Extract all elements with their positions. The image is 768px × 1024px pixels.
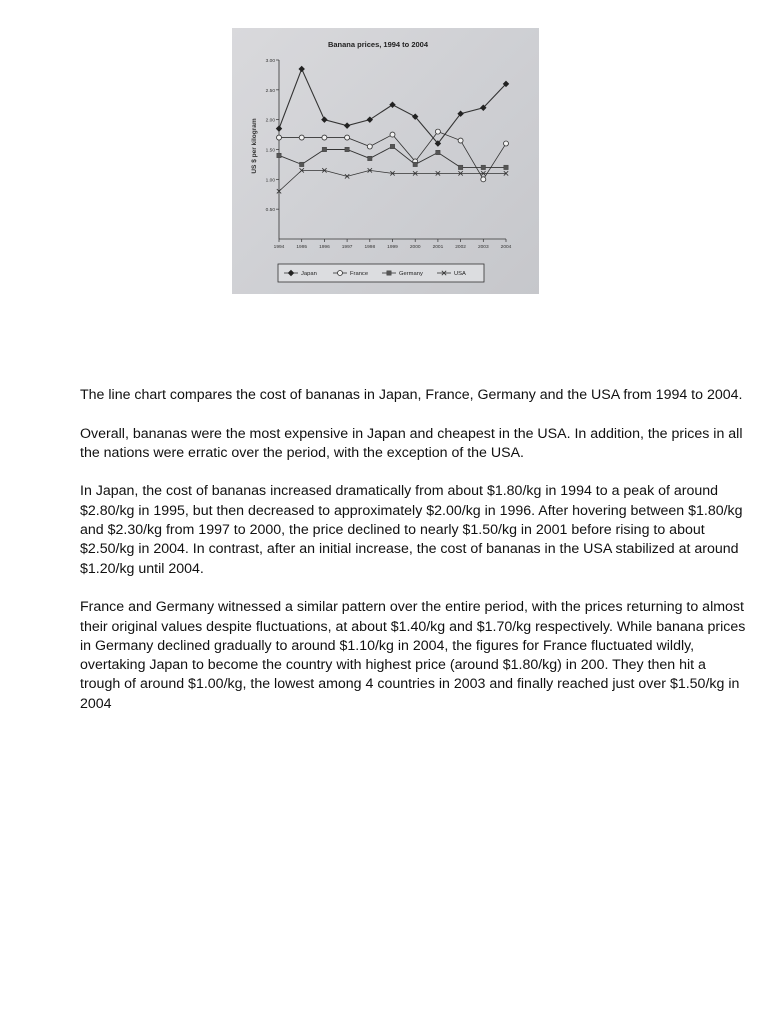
data-point-germany: [390, 144, 394, 148]
essay-paragraph-3: In Japan, the cost of bananas increased dramatically from about $1.80/kg in 1994 to a peak of around $2.80/kg in 1995, but then decreased to approximately $2.00/kg in 1996. After hovering between $1.80/kg and $2.30/kg from 1997 to 2000, the price declined to nearly $1.50/kg in 2001 before rising to about $2.50/kg in 2004. In contrast, after an initial increase, the cost of bananas in the USA stabilized at around $1.20/kg until 2004.: [80, 483, 743, 577]
x-tick-label: 2004: [500, 245, 512, 250]
data-point-france: [481, 177, 486, 182]
x-tick-label: 2003: [477, 245, 489, 250]
data-point-france: [322, 135, 327, 140]
y-tick-label: 2.50: [265, 88, 275, 94]
data-point-france: [458, 138, 463, 143]
series-line-germany: [279, 147, 506, 168]
chart-photo: [232, 28, 539, 294]
y-tick-label: 1.50: [265, 148, 275, 154]
data-point-germany: [504, 165, 508, 169]
x-tick-label: 1995: [296, 245, 308, 250]
legend-label-usa: USA: [454, 271, 466, 277]
x-tick-label: 2000: [409, 245, 421, 250]
legend-marker-france: [338, 271, 343, 276]
data-point-france: [277, 135, 282, 140]
data-point-france: [367, 144, 372, 149]
data-point-germany: [322, 147, 326, 151]
y-tick-labels: [266, 58, 276, 213]
chart-title: Banana prices, 1994 to 2004: [327, 40, 429, 49]
data-point-japan: [367, 117, 373, 123]
x-tick-label: 1998: [364, 245, 376, 250]
x-tick-label: 1996: [319, 245, 330, 250]
y-tick-label: 0.50: [265, 208, 275, 214]
data-point-germany: [345, 147, 349, 151]
data-point-germany: [368, 156, 372, 160]
y-tick-label: 3.00: [265, 59, 275, 64]
data-point-germany: [300, 162, 304, 166]
data-point-france: [390, 132, 395, 137]
data-point-france: [345, 135, 350, 140]
data-point-japan: [322, 117, 328, 123]
data-point-japan: [390, 102, 396, 108]
data-point-germany: [481, 165, 485, 169]
data-point-japan: [299, 66, 305, 72]
line-chart: [232, 28, 539, 294]
x-tick-labels: [274, 244, 512, 250]
data-point-germany: [436, 150, 440, 154]
x-tick-label: 1999: [387, 245, 398, 250]
legend-label-france: France: [350, 271, 369, 277]
essay-text: [80, 386, 748, 733]
chart-legend: [278, 264, 484, 282]
x-tick-label: 1994: [273, 245, 285, 250]
legend-label-germany: Germany: [399, 271, 423, 277]
data-point-japan: [276, 126, 282, 132]
essay-paragraph-4: France and Germany witnessed a similar pattern over the entire period, with the prices returning to almost their original values despite fluctuations, at about $1.40/kg and $1.70/kg respectively. While banana prices in Germany declined gradually to around $1.10/kg in 2004, the figures for France fluctuated wildly, overtaking Japan to become the country with highest price (around $1.80/kg) in 200. They then hit a trough of around $1.00/kg, the lowest among 4 countries in 2003 and finally reached just over $1.50/kg in 2004: [80, 599, 746, 712]
series-line-france: [279, 132, 506, 180]
x-tick-label: 2002: [455, 245, 466, 250]
y-tick-label: 1.00: [265, 178, 275, 184]
data-point-germany: [277, 153, 281, 157]
series-usa: [277, 168, 508, 193]
x-tick-label: 1997: [341, 245, 353, 250]
series-layer: [276, 66, 509, 193]
data-point-france: [504, 141, 509, 146]
x-tick-label: 2001: [432, 245, 444, 250]
series-germany: [277, 144, 508, 169]
essay-paragraph-2: Overall, bananas were the most expensive in Japan and cheapest in the USA. In addition, the prices in all the nations were erratic over the period, with the exception of the USA.: [80, 425, 743, 461]
data-point-france: [299, 135, 304, 140]
data-point-france: [435, 129, 440, 134]
essay-paragraph-1: The line chart compares the cost of bananas in Japan, France, Germany and the USA from 1994 to 2004.: [80, 387, 743, 403]
data-point-japan: [344, 123, 350, 129]
legend-label-japan: Japan: [301, 271, 317, 277]
y-axis-label: US $ per kilogram: [251, 118, 258, 174]
y-tick-label: 2.00: [265, 118, 275, 124]
data-point-germany: [413, 162, 417, 166]
legend-marker-germany: [387, 271, 391, 275]
data-point-germany: [458, 165, 462, 169]
